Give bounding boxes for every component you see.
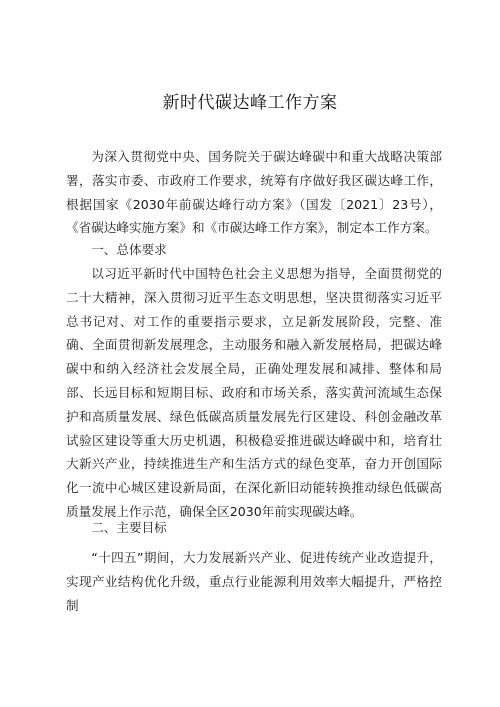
section2-heading: 二、主要目标 (91, 520, 167, 535)
section-heading-main-goals (66, 516, 442, 540)
section1-paragraph (66, 262, 442, 524)
section2-paragraph (66, 546, 442, 617)
section2-text: “十四五”期间，大力发展新兴产业、促进传统产业改造提升，实现产业结构优化升级，重点行业能源利用效率大幅提升，严格控制 (66, 550, 442, 613)
section1-heading: 一、总体要求 (91, 242, 167, 257)
section-heading-general-requirements (66, 238, 442, 262)
intro-text: 为深入贯彻党中央、国务院关于碳达峰碳中和重大战略决策部署，落实市委、市政府工作要求，统筹有序做好我区碳达峰工作，根据国家《2030年前碳达峰行动方案》（国发〔2021〕23号），《省碳达峰实施方案》和《市碳达峰工作方案》，制定本工作方案。 (66, 149, 442, 236)
intro-paragraph (66, 145, 442, 240)
document-title: 新时代碳达峰工作方案 (162, 93, 338, 113)
section1-text: 以习近平新时代中国特色社会主义思想为指导，全面贯彻党的二十大精神，深入贯彻习近平生态文明思想，坚决贯彻落实习近平总书记对、对工作的重要指示要求，立足新发展阶段，完整、准确、全面贯彻新发展理念，主动服务和融入新发展格局，把碳达峰碳中和纳入经济社会发展全局，正确处理发展和减排、整体和局部、长远目标和短期目标、政府和市场关系，落实黄河流域生态保护和高质量发展、绿色低碳高质量发展先行区建设、科创金融改革试验区建设等重大历史机遇，积极稳妥推进碳达峰碳中和，培育壮大新兴产业，持续推进生产和生活方式的绿色变革，奋力开创国际化一流中心城区建设新局面，在深化新旧动能转换推动绿色低碳高质量发展上作示范，确保全区2030年前实现碳达峰。 (66, 266, 442, 519)
